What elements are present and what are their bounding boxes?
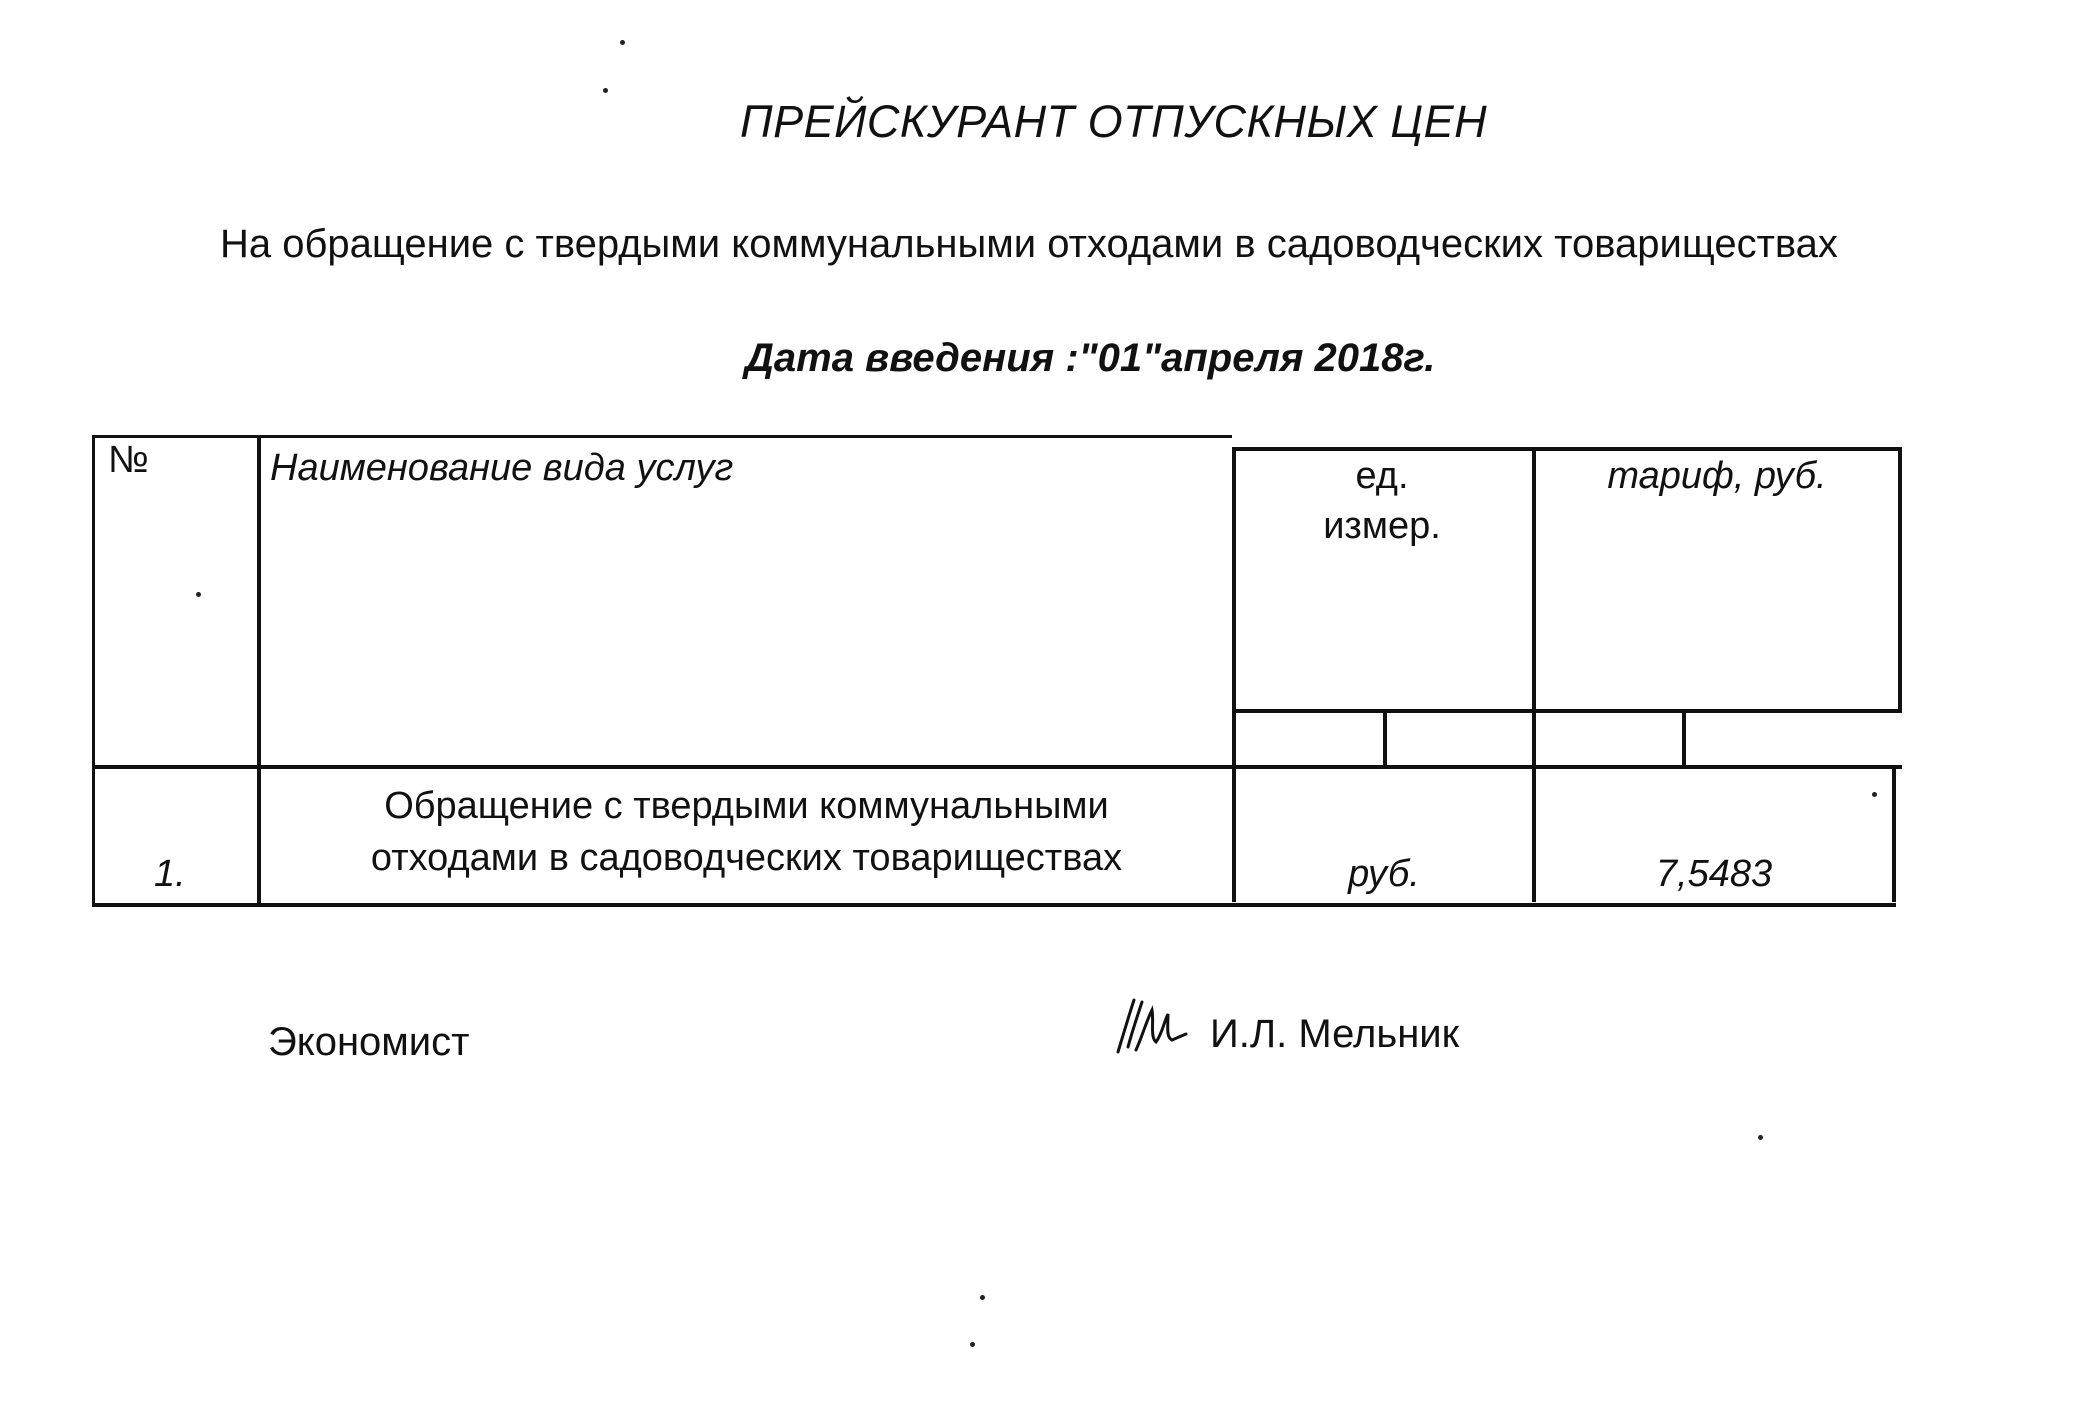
table-border-right-header	[1898, 447, 1902, 711]
row-1-number: 1.	[154, 853, 186, 895]
document-title: ПРЕЙСКУРАНТ ОТПУСКНЫХ ЦЕН	[740, 96, 1488, 147]
handwritten-signature-icon	[1112, 992, 1192, 1062]
scan-speck	[1872, 792, 1877, 797]
table-border-top-right	[1232, 447, 1902, 451]
header-unit-line1: ед.	[1355, 455, 1409, 497]
scan-speck	[970, 1342, 975, 1347]
signer-name: И.Л. Мельник	[1210, 1012, 1460, 1056]
effective-date	[745, 336, 1435, 381]
row-separator	[92, 765, 1902, 769]
header-unit-line2: измер.	[1323, 505, 1441, 547]
scan-speck	[980, 1295, 985, 1300]
scan-speck	[1758, 1135, 1763, 1140]
effective-date-label: Дата введения :	[745, 336, 1079, 380]
effective-date-value: "01"апреля 2018г.	[1078, 336, 1436, 380]
row-1-tariff: 7,5483	[1655, 853, 1773, 895]
header-number: №	[108, 439, 149, 481]
row-1-service-line1: Обращение с твердыми коммунальными	[384, 785, 1109, 827]
header-service-name: Наименование вида услуг	[270, 447, 734, 489]
table-border-bottom	[92, 903, 1896, 907]
header-tariff: тариф, руб.	[1607, 455, 1827, 497]
scan-speck	[620, 40, 625, 45]
table-border-left	[92, 435, 95, 907]
row-1-service-line2: отходами в садоводческих товариществах	[370, 837, 1123, 879]
scan-speck	[603, 88, 608, 93]
price-table	[92, 435, 1892, 907]
sub-divider-1	[1383, 711, 1387, 767]
table-border-right-row	[1892, 765, 1896, 902]
row-1-unit: руб.	[1348, 853, 1420, 895]
header-box-bottom	[1232, 709, 1902, 713]
sub-divider-2	[1682, 711, 1686, 767]
column-divider-unit	[1532, 447, 1536, 902]
table-border-top-left	[92, 435, 1232, 438]
document-subtitle: На обращение с твердыми коммунальными отходами в садоводческих товариществах	[220, 222, 1838, 266]
signer-role: Экономист	[268, 1020, 470, 1064]
scan-speck	[196, 592, 201, 597]
